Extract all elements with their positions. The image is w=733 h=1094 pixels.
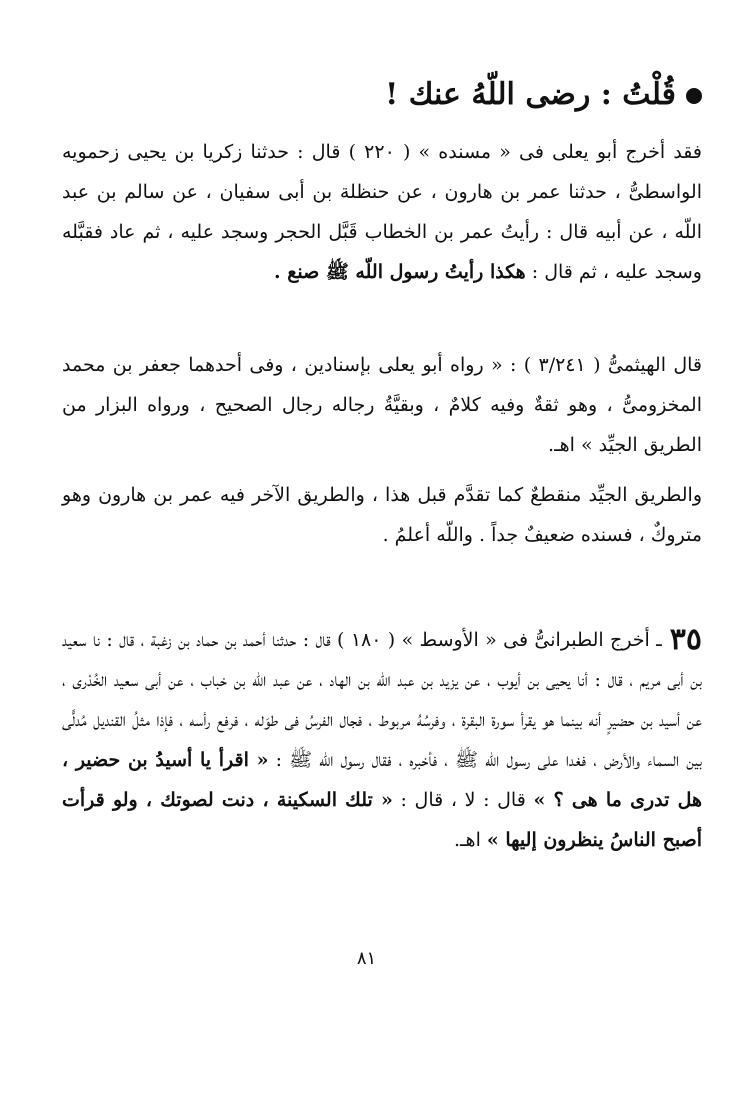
paragraph-3-text: والطريق الجيِّد منقطعٌ كما تقدَّم قبل هذا ، والطريق الآخر فيه عمر بن هارون وهو متروكٌ ، فسنده ضعيفٌ جداً . واللّه أعلمُ .	[62, 484, 702, 546]
paragraph-2	[62, 345, 702, 465]
page	[62, 60, 702, 1070]
paragraph-2-text: قال الهيثمىُّ ( ٣/٢٤١ ) : « رواه أبو يعلى بإسنادين ، وفى أحدهما جعفر بن محمد المخزومىُّ ، وهو ثقةٌ وفيه كلامٌ ، وبقيَّةُ رجاله رجال الصحيح ، ورواه البزار من الطريق الجيِّد » اهـ.	[62, 354, 702, 456]
paragraph-3	[62, 475, 702, 555]
page-number: ٨١	[356, 948, 377, 969]
paragraph-1-quote: هكذا رأيتُ رسول اللّه ﷺ صنع .	[274, 261, 526, 283]
section-heading	[385, 66, 702, 124]
paragraph-1	[62, 132, 702, 332]
hadith-mid-text: قال : لا ، قال :	[400, 789, 526, 811]
hadith-quote-2: « تلك السكينة ، دنت لصوتك ، ولو قرأت أصبح الناسُ ينظرون إليها »	[62, 789, 702, 851]
heading-text: قُلْتُ : رضى اللّهُ عنك !	[385, 77, 676, 112]
hadith-end: اهـ.	[453, 829, 481, 851]
hadith-text: ـ أخرج الطبرانىُّ فى « الأوسط » ( ١٨٠ ) قال : حدثنا أحمد بن حماد بن زغبة ، قال : نا سعيد بن أبى مريم ، قال : أنا يحيى بن أيوب ، عن يزيد بن عبد اللّه بن الهاد ، عن عبد اللّه بن خباب ، عن أبى سعيد الخُدْرى ، عن أسيد بن حضيرٍ أنه بينما هو يقرأ سورة البقرة ، وفرسُهُ مربوط ، فجال الفرسُ فى طوَله ، فرفع رأسه ، فإذا مثلُ القنديل مُدلًّى بين السماء والأرض ، فغدا على رسول اللّه ﷺ ، فأخبره ، فقال رسول اللّه ﷺ :	[62, 629, 702, 771]
hadith-quote-1: « اقرأ يا أسيدُ بن حضير ، هل تدرى ما هى ؟ »	[62, 749, 702, 811]
bullet-icon	[686, 88, 702, 104]
paragraph-1-text: فقد أخرج أبو يعلى فى « مسنده » ( ٢٢٠ ) قال : حدثنا زكريا بن يحيى زحمويه الواسطىُّ ، حدثنا عمر بن هارون ، عن حنظلة بن أبى سفيان ، عن سالم بن عبد اللّه ، عن أبيه قال : رأيتُ عمر بن الخطاب قَبَّل الحجر وسجد عليه ، ثم عاد فقبَّله وسجد عليه ، ثم قال :	[62, 141, 702, 283]
hadith-number: ٣٥	[669, 622, 702, 657]
